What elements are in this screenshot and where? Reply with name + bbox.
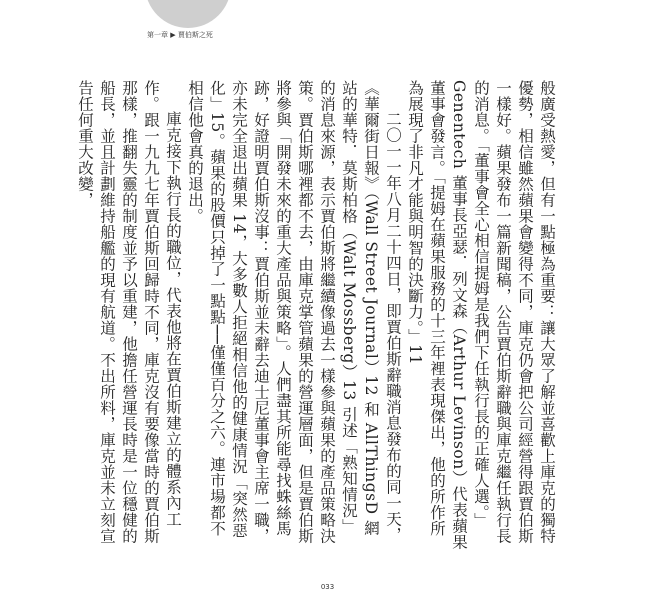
paragraph-2: 二〇一一年八月二十四日，即賈伯斯辭職消息發布的同一天，《華爾街日報》（Wall Street Journal）12 和 AllThingsD 網站的華特．莫斯柏格（Walt Mossberg）13 引述「熟知情況」的消息來源，表示賈伯斯將繼續像過去一樣參與蘋果的產品策略決策。賈伯斯哪裡都不去，由庫克掌管蘋果的營運層面，但是賈伯斯將參與「開發未來的重大產品與策略」。人們盡其所能尋找蛛絲馬跡，好證明賈伯斯沒事：賈伯斯並未辭去迪士尼董事會主席一職，亦未完全退出蘋果 14，大多數人拒絕相信他的健康情況「突然惡化」15。蘋果的股價只掉了一點點──僅僅百分之六。連市場都不相信他會真的退出。 — [186, 80, 402, 544]
running-head: 第一章 ▶ 賈伯斯之死 — [147, 31, 213, 39]
body-text — [76, 80, 558, 550]
paragraph-1: 般廣受熱愛，但有一點極為重要：讓大眾了解並喜歡上庫克的獨特優勢，相信雖然蘋果會變得不同，庫克仍會把公司經營得跟賈伯斯一樣好。蘋果發布一篇新聞稿，公告賈伯斯辭職與庫克繼任執行長的消息。「董事會全心相信提姆是我們下任執行長的正確人選。」Genentech 董事長亞瑟．列文森（Arthur Levinson）代表蘋果董事會發言。「提姆在蘋果服務的十三年裡表現傑出，他的所作所為展現了非凡才能與明智的決斷力。」11 — [406, 80, 556, 550]
page-number: 033 — [320, 583, 335, 591]
paragraph-3: 庫克接下執行長的職位，代表他將在賈伯斯建立的體系內工作。跟一九九七年賈伯斯回歸時不同，庫克沒有要像當時的賈伯斯那樣，推翻失靈的制度並予以重建，他擔任營運長時是一位穩健的船長，並且計劃維持船艦的現有航道。不出所料，庫克並未立刻宣告任何重大改變， — [76, 80, 182, 544]
corner-tab-decoration — [145, 0, 231, 28]
